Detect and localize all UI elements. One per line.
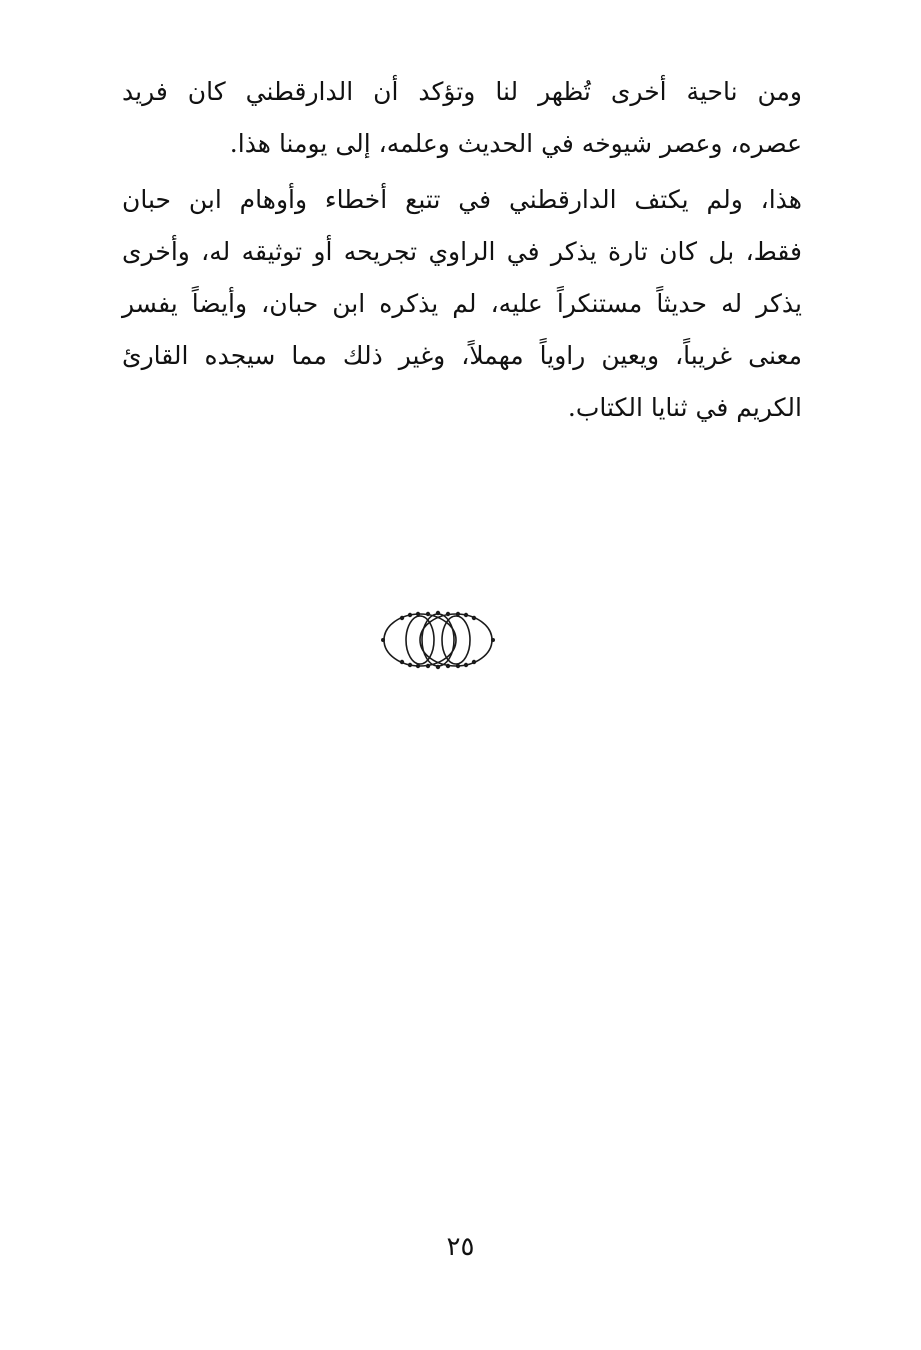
paragraph-2-line-5: الكريم في ثنايا الكتاب. <box>567 393 802 422</box>
paragraph-2-line-3: يذكر له حديثاً مستنكراً عليه، لم يذكره ابن حبان، وأيضاً يفسر <box>122 289 802 318</box>
paragraph-2-line-2: فقط، بل كان تارة يذكر في الراوي تجريحه أو توثيقه له، وأخرى <box>122 237 802 266</box>
decorative-ornament-icon <box>378 608 498 672</box>
paragraph-2 <box>122 174 802 434</box>
paragraph-2-line-4: معنى غريباً، ويعين راوياً مهملاً، وغير ذلك مما سيجده القارئ <box>122 341 802 370</box>
page-number: ٢٥ <box>446 1232 475 1262</box>
paragraph-1-line-2: عصره، وعصر شيوخه في الحديث وعلمه، إلى يومنا هذا. <box>229 129 802 158</box>
paragraph-1 <box>122 66 802 170</box>
paragraph-2-line-1: هذا، ولم يكتف الدارقطني في تتبع أخطاء وأوهام ابن حبان <box>122 185 802 214</box>
paragraph-1-line-1: ومن ناحية أخرى تُظهر لنا وتؤكد أن الدارقطني كان فريد <box>122 77 802 106</box>
